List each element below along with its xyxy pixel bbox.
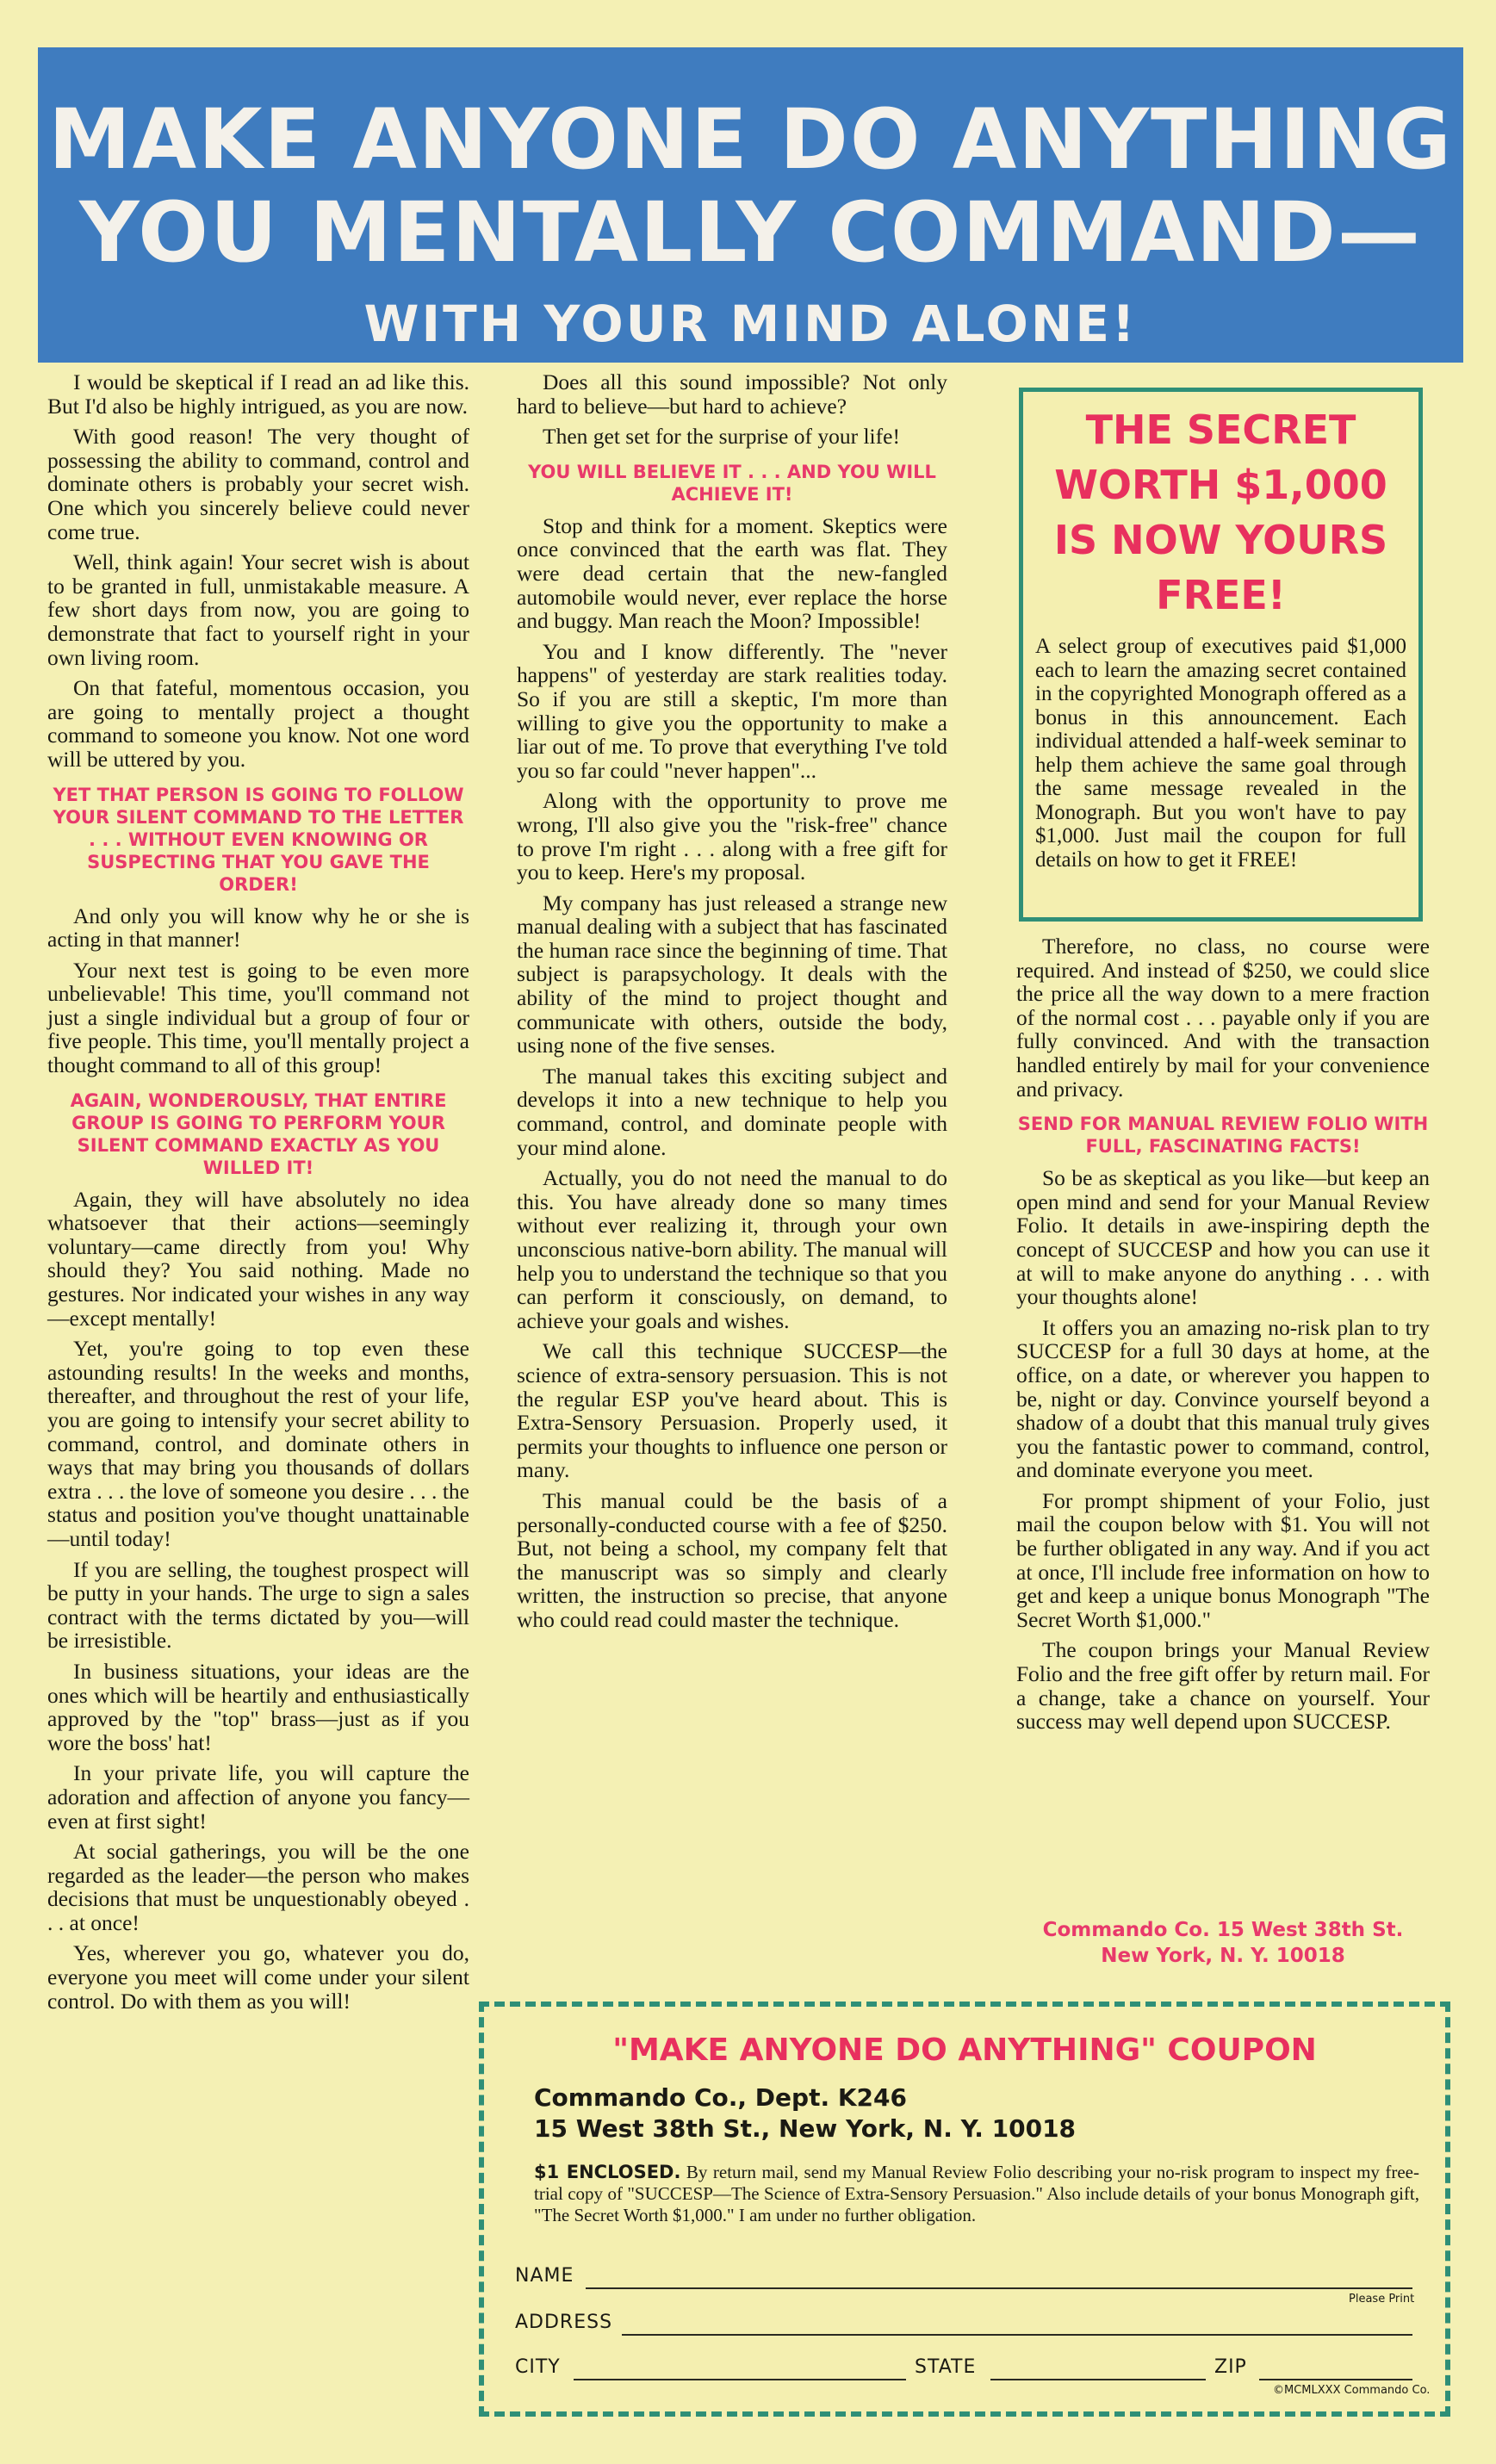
paragraph: The manual takes this exciting subject and develops it into a new technique to help you command, control, and dominate people with your mind alone. (517, 1063, 947, 1160)
paragraph: On that fateful, momentous occasion, you are going to mentally project a thought command to someone you know. Not one word will be uttered by you. (47, 675, 469, 772)
paragraph: Actually, you do not need the manual to do this. You have already done so many times without ever realizing it, through your own unconscious native-born ability. The manual will help you to understand the technique so that you can perform it consciously, on demand, to achieve your goals and wishes. (517, 1165, 947, 1333)
company-signoff (1016, 1917, 1430, 1969)
paragraph: At social gatherings, you will be the one regarded as the leader—the person who makes decisions that must be unquestionably obeyed . . . at once! (47, 1839, 469, 1935)
name-field[interactable] (586, 2287, 1412, 2289)
city-field[interactable] (574, 2379, 906, 2380)
zip-label: ZIP (1214, 2356, 1247, 2378)
coupon-address-line-1: Commando Co., Dept. K246 (534, 2083, 907, 2112)
secret-offer-box (1019, 388, 1423, 922)
coupon-address-line-2: 15 West 38th St., New York, N. Y. 10018 (534, 2114, 1077, 2143)
print-note: Please Print (1349, 2293, 1415, 2306)
paragraph: This manual could be the basis of a personally-conducted course with a fee of $250. But, not being a school, my company felt that the manuscript was so simply and clearly written, the instruction so precise, that anyone who could read could master the technique. (517, 1487, 947, 1632)
paragraph: You and I know differently. The "never happens" of yesterday are stark realities today. So if you are still a skeptic, I'm more than willing to give you the opportunity to make a liar out of me. To prove that everything I've told you so far could "never happen"... (517, 638, 947, 783)
paragraph: Does all this sound impossible? Not only hard to believe—but hard to achieve? (517, 369, 947, 419)
paragraph: Your next test is going to be even more unbelievable! This time, you'll command not just a single individual but a group of four or five people. This time, you'll mentally project a thought command to all of this group! (47, 957, 469, 1078)
paragraph: So be as skeptical as you like—but keep an open mind and send for your Manual Review Folio. It details in awe-inspiring depth the concept of SUCCESP and how you can use it at will to make anyone do anything . . . with your thoughts alone! (1016, 1165, 1430, 1310)
paragraph: With good reason! The very thought of possessing the ability to command, control and dominate others is probably your secret wish. One which you sincerely believe could never come true. (47, 424, 469, 544)
paragraph: Yet, you're going to top even these astounding results! In the weeks and months, thereafter, and throughout the rest of your life, you are going to intensify your secret ability to command, control, and dominate others in ways that may bring you thousands of dollars extra . . . the love of someone you desire . . . the status and position you've thought unattainable—until today! (47, 1336, 469, 1551)
paragraph: In your private life, you will capture the adoration and affection of anyone you fancy—even at first sight! (47, 1760, 469, 1834)
headline-banner (38, 47, 1463, 363)
secret-offer-body: A select group of executives paid $1,000 each to learn the amazing secret contained in the copyrighted Monograph offered as a bonus in this announcement. Each individual attended a half-week seminar to help them achieve the same goal through the same message revealed in the Monograph. But you won't have to pay $1,000. Just mail the coupon for full details on how to get it FREE! (1035, 635, 1406, 872)
paragraph: Therefore, no class, no course were required. And instead of $250, we could slice the price all the way down to a mere fraction of the normal cost . . . payable only if you are fully convinced. And with the transaction handled entirely by mail for your convenience and privacy. (1016, 934, 1430, 1102)
paragraph: Stop and think for a moment. Skeptics were once convinced that the earth was flat. They were dead certain that the new-fangled automobile would never, ever replace the horse and buggy. Man reach the Moon? Impossible! (517, 512, 947, 634)
coupon-title: "MAKE ANYONE DO ANYTHING" COUPON (612, 2033, 1317, 2068)
red-callout: SEND FOR MANUAL REVIEW FOLIO WITH FULL, FASCINATING FACTS! (1017, 1114, 1429, 1158)
paragraph: Well, think again! Your secret wish is about to be granted in full, unmistakable measure. A few short days from now, you are going to demonstrate that fact to yourself right in your own living room. (47, 549, 469, 670)
headline-line-3: WITH YOUR MIND ALONE! (363, 295, 1138, 353)
paragraph: I would be skeptical if I read an ad like this. But I'd also be highly intrigued, as you are now. (47, 369, 469, 419)
address-field[interactable] (622, 2334, 1412, 2336)
paragraph: We call this technique SUCCESP—the science of extra-sensory persuasion. This is not the regular ESP you've heard about. This is Extra-Sensory Persuasion. Properly used, it permits your thoughts to influence one person or many. (517, 1338, 947, 1483)
order-coupon[interactable] (479, 2002, 1450, 2417)
headline-line-2: YOU MENTALLY COMMAND— (79, 184, 1422, 281)
name-label: NAME (515, 2265, 574, 2287)
paragraph: Along with the opportunity to prove me wrong, I'll also give you the "risk-free" chance to prove I'm right . . . along with a free gift for you to keep. Here's my proposal. (517, 788, 947, 885)
paragraph: It offers you an amazing no-risk plan to try SUCCESP for a full 30 days at home, at the office, on a date, or wherever you happen to be, night or day. Convince yourself beyond a shadow of a doubt that this manual truly gives you the fantastic power to command, control, and dominate everyone you meet. (1016, 1314, 1430, 1483)
red-callout: YOU WILL BELIEVE IT . . . AND YOU WILL ACHIEVE IT! (528, 461, 936, 505)
state-field[interactable] (990, 2379, 1206, 2380)
paragraph: The coupon brings your Manual Review Folio and the free gift offer by return mail. For a change, take a chance on yourself. Your success may well depend upon SUCCESP. (1016, 1637, 1430, 1735)
column-right (1016, 934, 1430, 1741)
coupon-enclosure-text (534, 2162, 1419, 2226)
coupon-enclosed-label: $1 ENCLOSED. (534, 2162, 681, 2182)
paragraph: Again, they will have absolutely no idea whatsoever that their actions—seemingly voluntary—came directly from you! Why should they? You said nothing. Made no gestures. Nor indicated your wishes in any way—except mentally! (47, 1186, 469, 1331)
signoff-line-2: New York, N. Y. 10018 (1101, 1945, 1345, 1967)
paragraph: And only you will know why he or she is acting in that manner! (47, 903, 469, 953)
address-label: ADDRESS (515, 2312, 613, 2333)
copyright-note: ©MCMLXXX Commando Co. (1273, 2384, 1431, 2397)
paragraph: In business situations, your ideas are the ones which will be heartily and enthusiastically approved by the "top" brass—just as if you wore the boss' hat! (47, 1658, 469, 1755)
red-callout: YET THAT PERSON IS GOING TO FOLLOW YOUR SILENT COMMAND TO THE LETTER . . . WITHOUT EVEN KNOWING OR SUSPECTING THAT YOU GAVE THE ORDER! (53, 784, 464, 895)
paragraph: If you are selling, the toughest prospect will be putty in your hands. The urge to sign a sales contract with the terms dictated by you—will be irresistible. (47, 1556, 469, 1654)
headline-line-1: MAKE ANYONE DO ANYTHING (48, 91, 1453, 188)
secret-offer-title: THE SECRET WORTH $1,000 IS NOW YOURS FREE! (1053, 407, 1388, 618)
coupon-address (534, 2082, 1419, 2144)
paragraph: For prompt shipment of your Folio, just mail the coupon below with $1. You will not be further obligated in any way. And if you act at once, I'll include free information on how to get and keep a unique bonus Monograph "The Secret Worth $1,000." (1016, 1487, 1430, 1632)
state-label: STATE (915, 2356, 977, 2378)
paragraph: Then get set for the surprise of your life! (543, 424, 900, 450)
column-middle (517, 370, 947, 1639)
coupon-enclosure-body: By return mail, send my Manual Review Folio describing your no-risk program to inspect my free-trial copy of "SUCCESP—The Science of Extra-Sensory Persuasion." Also include details of your bonus Monograph gift, "The Secret Worth $1,000." I am under no further obligation. (534, 2162, 1419, 2225)
red-callout: AGAIN, WONDEROUSLY, THAT ENTIRE GROUP IS GOING TO PERFORM YOUR SILENT COMMAND EXACTLY AS YOU WILLED IT! (70, 1089, 447, 1178)
paragraph: My company has just released a strange new manual dealing with a subject that has fascinated the human race since the beginning of time. That subject is parapsychology. It deals with the ability of the mind to project thought and communicate with others, outside the body, using none of the five senses. (517, 890, 947, 1058)
column-left (47, 370, 469, 2020)
paragraph: Yes, wherever you go, whatever you do, everyone you meet will come under your silent control. Do with them as you will! (47, 1940, 469, 2014)
zip-field[interactable] (1259, 2379, 1412, 2380)
signoff-line-1: Commando Co. 15 West 38th St. (1042, 1919, 1404, 1941)
city-label: CITY (515, 2356, 561, 2378)
